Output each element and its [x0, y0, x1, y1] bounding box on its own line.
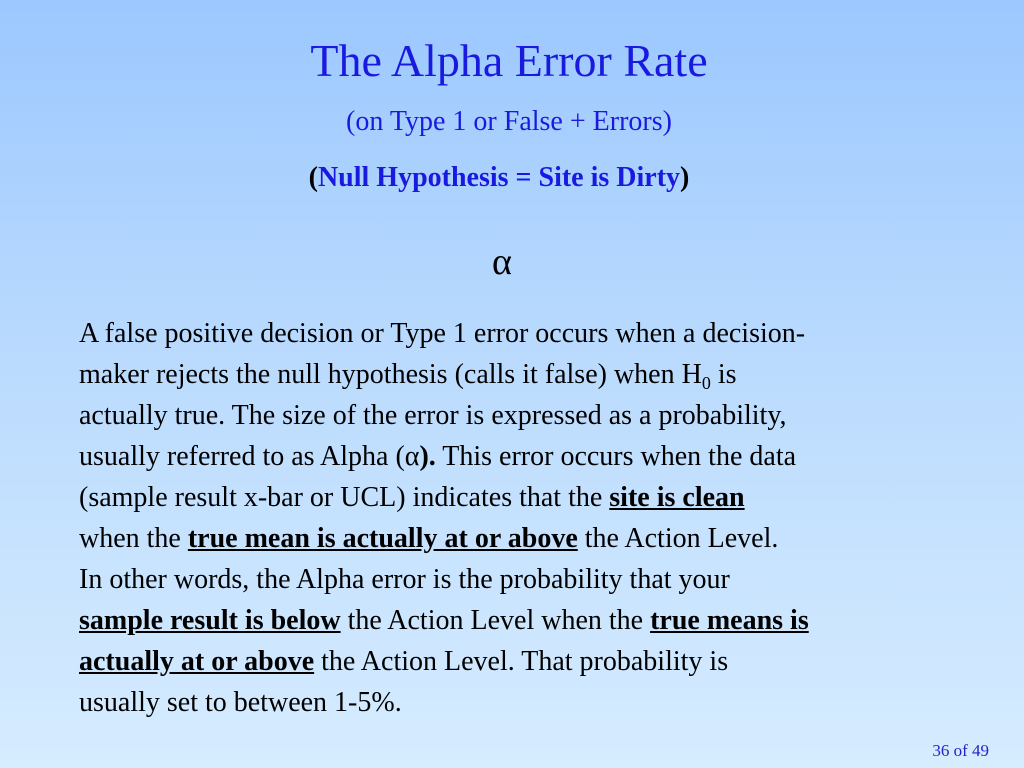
emphasis-sample-result-below: sample result is below: [79, 605, 341, 636]
body-line-1: [79, 313, 979, 354]
body-text-segment: In other words, the Alpha error is the probability that your: [79, 564, 730, 595]
emphasis-actually-at-or-above: actually at or above: [79, 646, 315, 677]
body-line-9: [79, 641, 979, 682]
body-line-10: [79, 682, 979, 723]
body-text-segment: This error occurs when the data: [435, 441, 797, 472]
null-hypothesis-close-paren: ): [680, 162, 690, 193]
slide-title: The Alpha Error Rate: [310, 35, 708, 86]
null-hypothesis-open-paren: (: [308, 162, 318, 193]
body-paragraph: [79, 313, 979, 723]
page-indicator: 36 of 49: [932, 741, 989, 760]
body-text-segment: maker rejects the null hypothesis (calls it false) when H: [79, 359, 702, 390]
null-hypothesis-heading: [0, 161, 998, 195]
emphasis-true-means-is: true means is: [650, 605, 809, 636]
h0-subscript: 0: [701, 373, 711, 393]
body-line-3: [79, 395, 979, 436]
body-text-segment: actually true. The size of the error is expressed as a probability,: [79, 400, 787, 431]
body-line-4: [79, 436, 979, 477]
body-text-segment: is: [710, 359, 737, 390]
alpha-symbol: α: [492, 241, 512, 283]
body-line-5: [79, 477, 979, 518]
slide-subtitle: (on Type 1 or False + Errors): [346, 106, 672, 137]
body-text-segment: usually set to between 1-5%.: [79, 687, 402, 718]
body-line-8: [79, 600, 979, 641]
body-text-segment: the Action Level when the: [340, 605, 651, 636]
body-text-segment: when the: [79, 523, 188, 554]
body-text-segment: A false positive decision or Type 1 error occurs when a decision-: [79, 318, 806, 349]
emphasis-site-is-clean: site is clean: [609, 482, 745, 513]
body-text-segment: (sample result x-bar or UCL) indicates that the: [79, 482, 610, 513]
body-text-segment: the Action Level.: [577, 523, 779, 554]
null-hypothesis-text: Null Hypothesis = Site is Dirty: [317, 162, 681, 193]
emphasis-true-mean-at-or-above: true mean is actually at or above: [187, 523, 578, 554]
inline-alpha-symbol: α: [404, 441, 420, 472]
alpha-close-paren: ).: [419, 441, 436, 472]
body-line-7: [79, 559, 979, 600]
body-text-segment: usually referred to as Alpha (: [79, 441, 405, 472]
body-line-2: [79, 354, 979, 395]
body-line-6: [79, 518, 979, 559]
body-text-segment: the Action Level. That probability is: [314, 646, 729, 677]
